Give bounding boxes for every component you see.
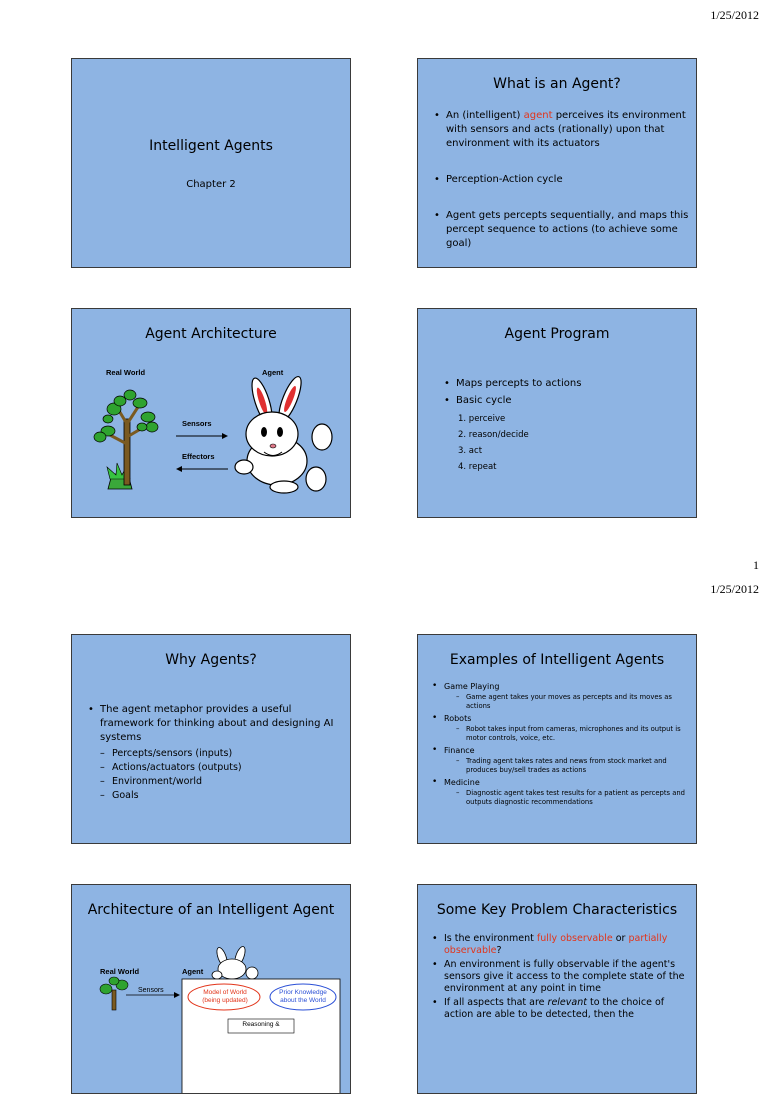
sub-list [444, 724, 694, 745]
step-item: 3. act [458, 446, 483, 456]
sub-item: – Percepts/sensors (inputs) [100, 747, 344, 761]
label-effectors: Effectors [182, 452, 215, 461]
text: Is the environment [444, 933, 537, 944]
bullet-item [432, 997, 694, 1021]
slide-title: Some Key Problem Characteristics [436, 902, 678, 918]
slide-architecture-intelligent-agent [71, 884, 351, 1094]
bullet-item [434, 109, 692, 151]
label-agent: Agent [262, 368, 284, 377]
sensors-arrow-icon [176, 433, 228, 439]
bullet-list [88, 703, 344, 803]
slide-subtitle: Chapter 2 [186, 179, 236, 190]
label-sensors: Sensors [138, 987, 164, 994]
bullet-item [88, 703, 344, 803]
sub-list [444, 692, 694, 713]
model-of-world-label: Model of World (being updated) [202, 989, 248, 1004]
rabbit-icon [212, 945, 258, 979]
bullet-text: Medicine [444, 778, 480, 787]
label-sensors: Sensors [182, 419, 212, 428]
page-number: 1 [753, 558, 759, 572]
bullet-item: • Basic cycle [444, 394, 684, 408]
label-real-world: Real World [100, 967, 140, 976]
sub-item: – Environment/world [100, 775, 344, 789]
sub-list [444, 756, 694, 777]
slide-agent-program [417, 308, 697, 518]
bullet-text: Finance [444, 746, 475, 755]
slide-title: Architecture of an Intelligent Agent [87, 902, 335, 918]
sub-list [100, 747, 344, 803]
bullet-text: Robots [444, 714, 472, 723]
sub-list [444, 788, 694, 809]
bullet-item: • Maps percepts to actions [444, 377, 684, 391]
text: or [612, 933, 629, 944]
rabbit-icon [235, 374, 332, 493]
step-item: 4. repeat [458, 462, 497, 472]
slide-intelligent-agents [71, 58, 351, 268]
bullet-text: The agent metaphor provides a useful framework for thinking about and designing AI systems [100, 704, 334, 743]
label-agent: Agent [182, 967, 204, 976]
step-item: 1. perceive [458, 414, 506, 424]
bullet-item: • Agent gets percepts sequentially, and maps this percept sequence to actions (to achieve some goal) [434, 209, 692, 251]
emphasis-relevant: relevant [547, 997, 587, 1008]
slide-agent-architecture [71, 308, 351, 518]
bullet-list [432, 933, 694, 1021]
slide-what-is-agent [417, 58, 697, 268]
bullet-item: • Perception-Action cycle [434, 173, 692, 187]
bullet-list [434, 109, 692, 251]
text: perceives its environment with sensors and acts (rationally) upon that environment with its actuators [446, 110, 686, 149]
step-item: 2. reason/decide [458, 430, 529, 440]
sensors-arrow-icon [126, 992, 180, 998]
tree-icon [100, 977, 128, 1010]
sub-item: – Game agent takes your moves as percepts and its moves as actions [456, 693, 694, 711]
sub-item: – Diagnostic agent takes test results for a patient as percepts and outputs diagnostic recommendations [456, 789, 694, 807]
tree-icon [94, 390, 158, 489]
page-date: 1/25/2012 [710, 8, 759, 22]
architecture-diagram [72, 309, 351, 518]
bullet-item [432, 681, 694, 713]
bullet-item [432, 745, 694, 777]
sub-item: – Actions/actuators (outputs) [100, 761, 344, 775]
slide-title: Why Agents? [165, 652, 257, 668]
prior-knowledge-label: Prior Knowledge about the World [279, 989, 327, 1004]
text: to the choice of action are able to be detected, then the [444, 997, 665, 1020]
slide-title: Agent Program [504, 326, 610, 342]
slide-why-agents [71, 634, 351, 844]
text: An (intelligent) [446, 110, 524, 121]
page-date: 1/25/2012 [710, 582, 759, 596]
slide-title: Examples of Intelligent Agents [449, 652, 665, 668]
bullet-list [432, 681, 694, 809]
bullet-item: • An environment is fully observable if the agent's sensors give it access to the complete state of the environment at any point in time [432, 959, 694, 995]
bullet-item [432, 777, 694, 809]
sub-item: – Robot takes input from cameras, microphones and its output is motor controls, voice, etc. [456, 725, 694, 743]
sub-item: – Trading agent takes rates and news from stock market and produces buy/sell trades as actions [456, 757, 694, 775]
sub-item: – Goals [100, 789, 344, 803]
slide-key-problem-characteristics [417, 884, 697, 1094]
bullet-text: Game Playing [444, 682, 500, 691]
slide-title: What is an Agent? [493, 76, 621, 92]
cycle-steps [458, 411, 529, 475]
bullet-item [432, 933, 694, 957]
text: If all aspects that are [444, 997, 548, 1008]
bullet-item [432, 713, 694, 745]
slide-examples [417, 634, 697, 844]
highlight-agent: agent [523, 110, 553, 121]
effectors-arrow-icon [176, 466, 228, 472]
bullet-list [444, 377, 684, 408]
text: ? [496, 945, 502, 956]
slide-title: Agent Architecture [145, 326, 277, 342]
highlight-fully-observable: fully observable [536, 933, 613, 944]
slide-title: Intelligent Agents [149, 138, 273, 154]
label-real-world: Real World [106, 368, 146, 377]
reasoning-label: Reasoning & [242, 1021, 280, 1028]
highlight-partially-observable: partially observable [444, 933, 668, 956]
